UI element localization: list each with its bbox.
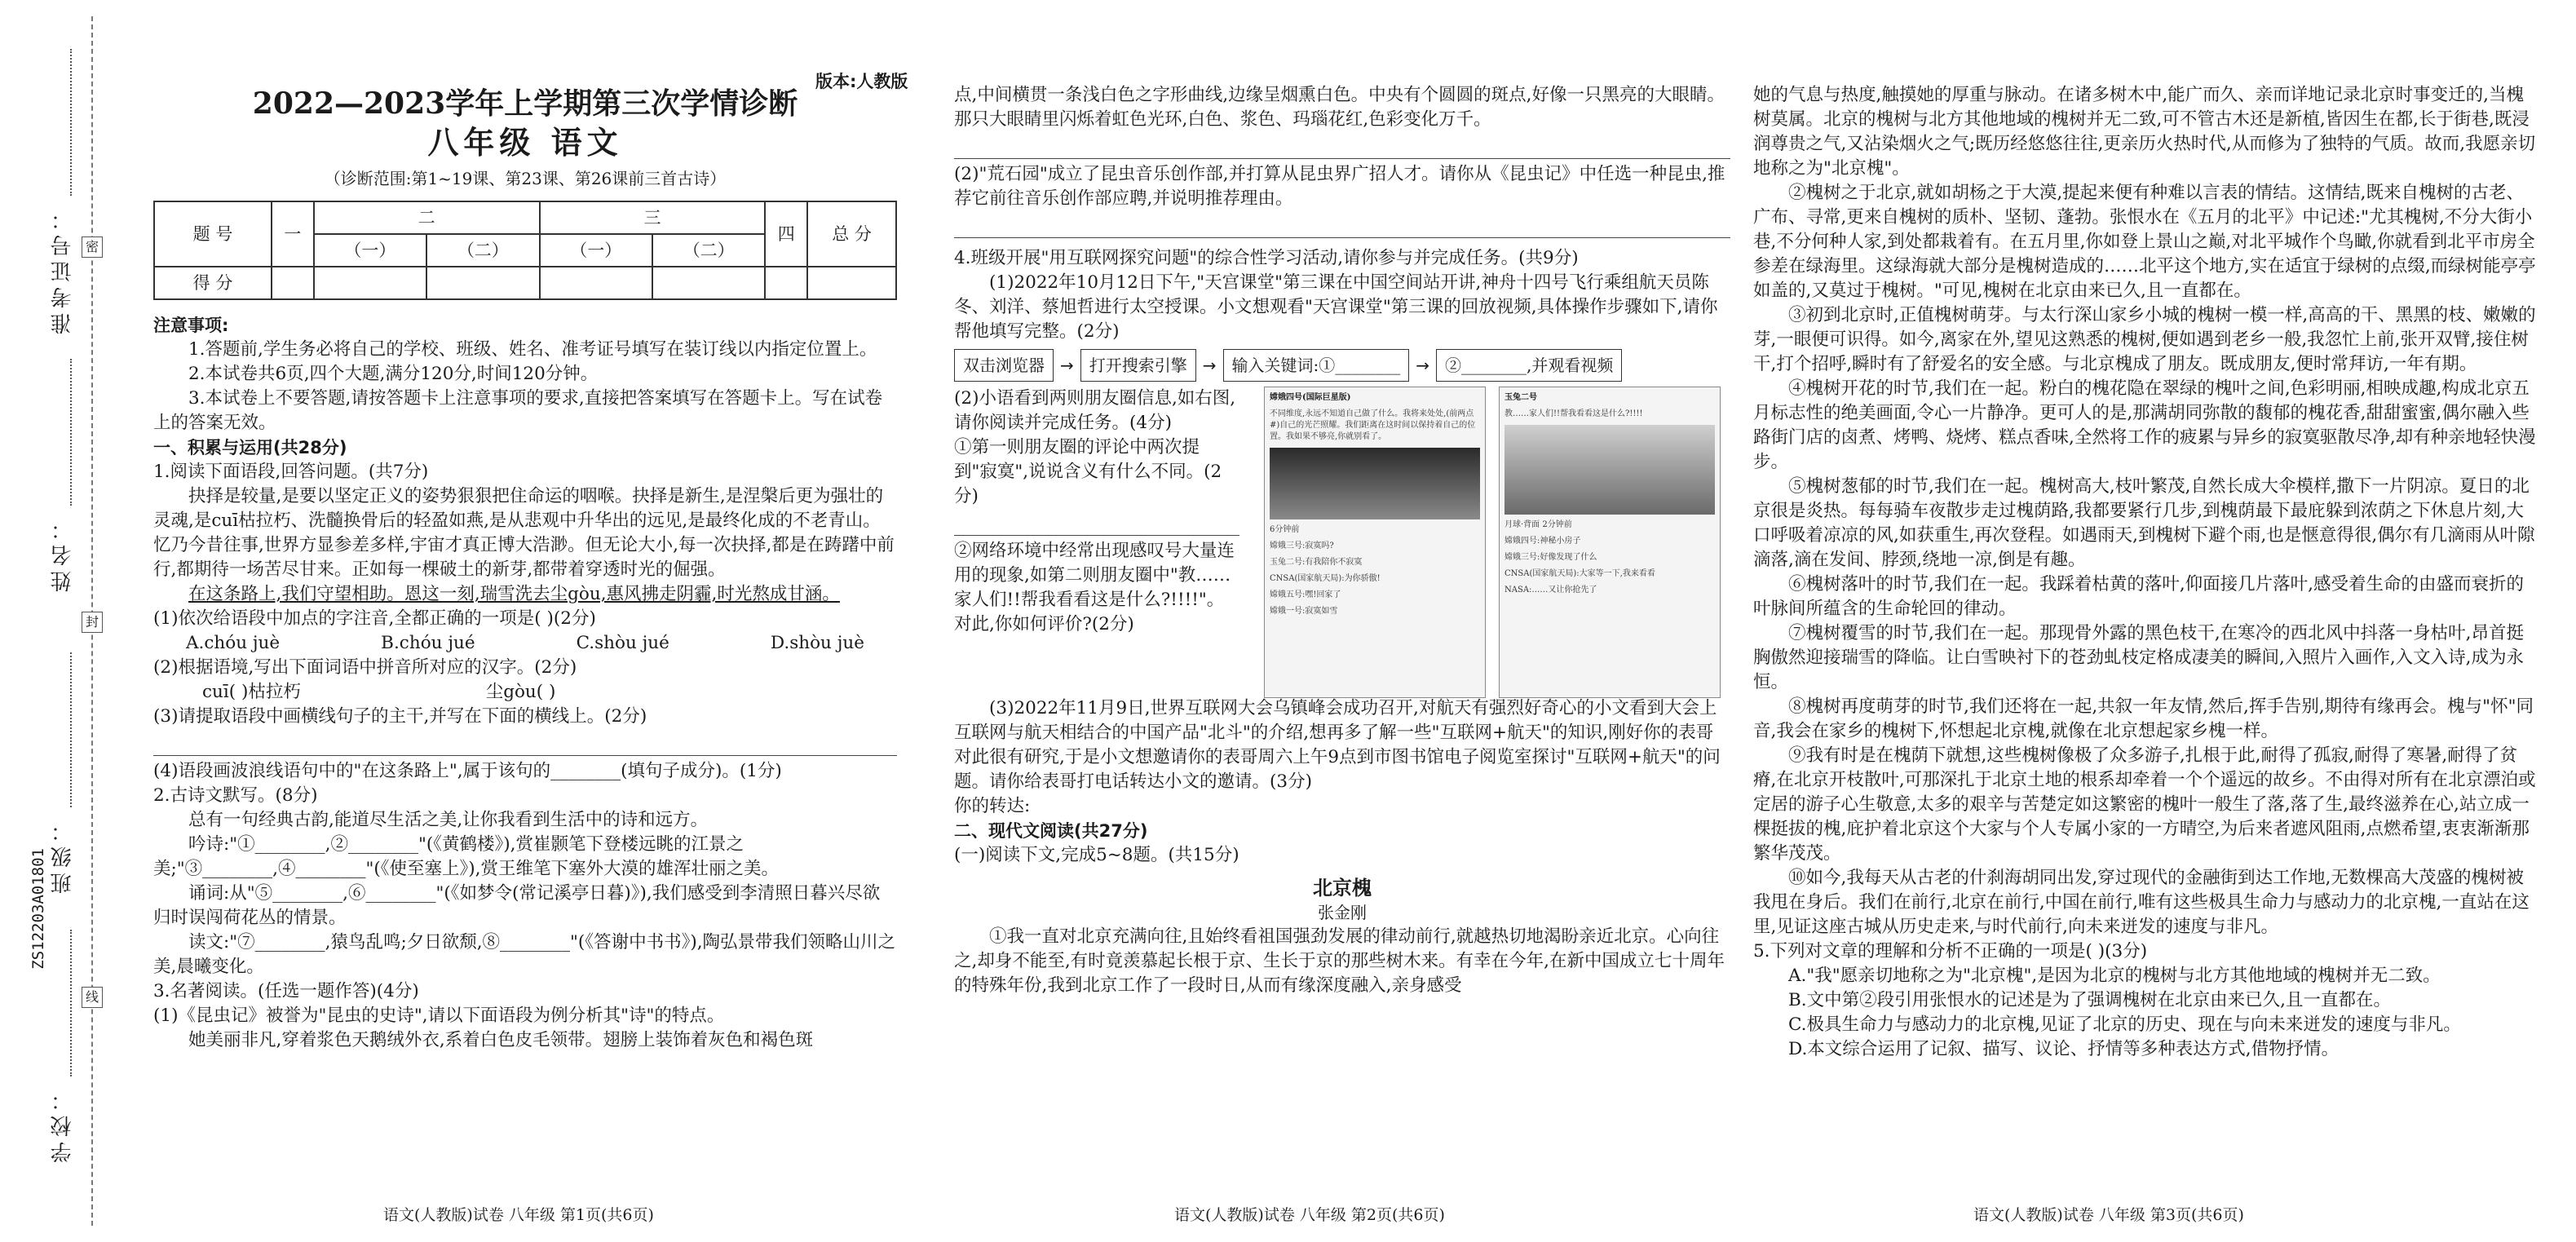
- notice-title: 注意事项:: [153, 316, 229, 335]
- score-input-1[interactable]: [272, 267, 314, 299]
- cell-score-label: 得 分: [154, 267, 272, 299]
- q1-4: (4)语段画波浪线语句中的"在这条路上",属于该句的________(填句子成分)。(1分): [153, 761, 782, 781]
- q3-1-answer-line[interactable]: [954, 135, 1730, 159]
- q4-3: (3)2022年11月9日,世界互联网大会乌镇峰会成功召开,对航天有强烈好奇心的小文看到大会上互联网与航天相结合的中国产品"北斗"的介绍,想再多了解一些"互联网+航天"的知识,刚好你的表哥对此很有研究,于是小文想邀请你的表哥周六上午9点到市图书馆电子阅览室探讨"互联网+航天"的问题。请你给表哥打电话转达小文的邀请。(3分): [954, 698, 1721, 792]
- cell-sub-3-2: （二）: [652, 234, 765, 267]
- cell-question-no: 题 号: [154, 201, 272, 267]
- q1-1-option-a[interactable]: A.chóu juè: [186, 633, 281, 653]
- cell-part-1: 一: [272, 201, 314, 267]
- lunar-lander-image: [1270, 448, 1480, 519]
- article-para-10: ⑩如今,我每天从古老的什刹海胡同出发,穿过现代的金融街到达工作地,无数棵高大茂盛的槐树被我甩在身后。我们在前行,北京在前行,中国在前行,唯有这些极具生命力与感动力的北京槐,一直站在这里,见证这座古城从历史走来,与时代前行,向未来迸发的速度与非凡。: [1753, 868, 2530, 937]
- page-3-footer: 语文(人教版)试卷 八年级 第3页(共6页): [1973, 1206, 2244, 1224]
- q5-option-d[interactable]: D.本文综合运用了记叙、描写、议论、抒情等多种表达方式,借物抒情。: [1788, 1039, 2340, 1059]
- q1-3: (3)请提取语段中画横线句子的主干,并写在下面的横线上。(2分): [153, 706, 647, 727]
- arrow-right-icon: →: [1416, 356, 1430, 375]
- q1-1-option-d[interactable]: D.shòu juè: [770, 633, 864, 653]
- post-2-comment: 嫦娥四号:神秘小房子: [1505, 537, 1581, 546]
- section-2-part-1: (一)阅读下文,完成5~8题。(共15分): [954, 845, 1239, 865]
- post-1-comment: CNSA(国家航天局):为你骄傲!: [1270, 574, 1381, 583]
- cell-sub-2-2: （二）: [426, 234, 539, 267]
- binding-margin: [0, 0, 106, 1242]
- q2-text-4: 读文:"⑦________,猿鸟乱鸣;夕日欲颓,⑧________"(《答谢中书书》),陶弘景带我们领略山川之美,晨曦变化。: [153, 932, 896, 977]
- flow-step-1: 双击浏览器: [954, 349, 1054, 382]
- class-label: 班级：: [51, 815, 75, 894]
- cell-part-3: 三: [540, 201, 766, 234]
- post-2-author: 玉兔二号: [1505, 393, 1537, 402]
- cell-part-4: 四: [765, 201, 807, 267]
- q1-1: (1)依次给语段中加点的字注音,全都正确的一项是( )(2分): [153, 608, 596, 629]
- post-2-comment: 嫦娥三号:好像发现了什么: [1505, 553, 1597, 562]
- q3-2: (2)"荒石园"成立了昆虫音乐创作部,并打算从昆虫界广招人才。请你从《昆虫记》中任选一种昆虫,推荐它前往音乐创作部应聘,并说明推荐理由。: [954, 164, 1725, 209]
- article-para-2: ②槐树之于北京,就如胡杨之于大漠,提起来便有种难以言表的情结。这情结,既来自槐树的古老、广布、寻常,更来自槐树的质朴、坚韧、蓬勃。张恨水在《五月的北平》中记述:"尤其槐树,不分大街小巷,不分何种人家,到处都栽着有。在五月里,你如登上景山之巅,对北平城作个鸟瞰,你就看到北平市房全参差在绿海里。这绿海就大部分是槐树造成的……北平这个地方,实在适宜于绿树的点缀,而绿树能亭亭如盖的,又莫过于槐树。"可见,槐树在北京由来已久,且一直都在。: [1753, 183, 2536, 301]
- q4-2: (2)小语看到两则朋友圈信息,如右图,请你阅读并完成任务。(4分): [954, 388, 1236, 433]
- post-2-comment: NASA:……又让你抢先了: [1505, 586, 1597, 594]
- question-2: 2.古诗文默写。(8分): [153, 785, 318, 806]
- search-flowchart: [954, 349, 1730, 382]
- q1-2-word-1: cuī( )枯拉朽: [202, 682, 301, 702]
- post-1-comment: 玉兔二号:有我陪你不寂寞: [1270, 558, 1363, 567]
- post-1-text: 不同维度,永远不知道自己做了什么。我将来处处,(前两点 #)自己的光芒照耀。我们距离在这时间以保持着自己的位置。我如果不够亮,你就别看了。: [1270, 409, 1476, 441]
- article-para-1-cont: 她的气息与热度,触摸她的厚重与脉动。在诸多树木中,能广而久、亲而详地记录北京时事变迁的,当槐树莫属。北京的槐树与北方其他地域的槐树并无二致,可不管古木还是新植,皆因生在都,长于街巷,既浸润尊贵之气,又沾染烟火之气;既历经悠悠往往,更亲历火热时代,从而修为了独特的气质。故而,我愿亲切地称之为"北京槐"。: [1753, 85, 2536, 179]
- score-input-2-1[interactable]: [314, 267, 426, 299]
- q3-1-text: 她美丽非凡,穿着浆色天鹅绒外衣,系着白色皮毛领带。翅膀上装饰着灰色和褐色斑: [188, 1030, 814, 1050]
- post-2-text: 教……家人们!!帮我看看这是什么?!!!!: [1505, 409, 1643, 418]
- q1-passage-2: 在这条路上,我们守望相助。恩这一刻,瑞雪洗去尘gòu,惠风拂走阴霾,时光熬成甘涵。: [188, 584, 840, 604]
- page-3: [1753, 83, 2538, 1062]
- exam-subtitle: 八年级 语文: [427, 124, 623, 161]
- q3-2-answer-line[interactable]: [954, 214, 1730, 238]
- cell-sub-3-1: （一）: [540, 234, 652, 267]
- q4-1: (1)2022年10月12日下午,"天宫课堂"第三课在中国空间站开讲,神舟十四号飞行乘组航天员陈冬、刘洋、蔡旭哲进行太空授课。小文想观看"天宫课堂"第三课的回放视频,具体操作步骤如下,请你帮他填写完整。(2分): [954, 272, 1718, 342]
- arrow-right-icon: →: [1060, 356, 1074, 375]
- exam-title: 2022—2023学年上学期第三次学情诊断: [252, 86, 798, 121]
- q4-2b: ②网络环境中经常出现感叹号大量连用的现象,如第二则朋友圈中"教……家人们!!帮我看看这是什么?!!!!"。对此,你如何评价?(2分): [954, 541, 1235, 634]
- arrow-right-icon: →: [1202, 356, 1217, 375]
- moments-screenshots: [1264, 387, 1721, 696]
- article-para-9: ⑨我有时是在槐荫下就想,这些槐树像极了众多游子,扎根于此,耐得了孤寂,耐得了寒暑,耐得了贫瘠,在北京开枝散叶,可那深扎于北京土地的根系却牵着一个个遥远的故乡。不由得对所有在北京漂泊或定居的游子心生敬意,太多的艰辛与苦楚定如这繁密的槐叶一般生了落,落了生,最终滋养在心,站立成一棵挺拔的槐,庇护着北京这个大家与个人专属小家的一方晴空,为后来者遮风阻雨,点燃希望,衷衷渐渐那繁华茂茂。: [1753, 745, 2536, 864]
- seal-char-mi: 密: [82, 236, 103, 258]
- q5-option-b[interactable]: B.文中第②段引用张恨水的记述是为了强调槐树在北京由来已久,且一直都在。: [1788, 990, 2391, 1010]
- serial-number: ZS12203A01801: [29, 848, 47, 970]
- score-input-2-2[interactable]: [426, 267, 539, 299]
- q2-text-2: 吟诗:"①________,②________"(《黄鹤楼》),赏崔颢笔下登楼远眺的江景之美;"③________,④________"(《使至塞上》),赏王维笔下塞外大漠的雄浑壮丽之美。: [153, 834, 779, 879]
- school-label: 学校：: [51, 1085, 75, 1163]
- q1-2: (2)根据语境,写出下面词语中拼音所对应的汉字。(2分): [153, 657, 577, 678]
- post-1-comment: 嫦娥五号:嘿!回家了: [1270, 590, 1341, 599]
- post-2-comment: CNSA(国家航天局):大家等一下,我来看看: [1505, 569, 1655, 578]
- edition-label: 版本:人教版: [815, 72, 908, 91]
- flow-step-2: 打开搜索引擎: [1080, 349, 1196, 382]
- score-input-3-2[interactable]: [652, 267, 765, 299]
- q1-passage-1: 抉择是较量,是要以坚定正义的姿势狠狠把住命运的咽喉。抉择是新生,是涅槃后更为强壮的灵魂,是cuī枯拉朽、洗髓换骨后的轻盈如燕,是从悲观中升华出的远见,是最终化成的不老青山。忆乃今昔往事,世界方显参差多样,宇宙才真正博大浩渺。但无论大小,每一次抉择,都是在踌躇中前行,都期待一场苦尽甘来。正如每一棵破土的新芽,都带着穿透时光的倔强。: [153, 486, 895, 580]
- score-input-3-1[interactable]: [540, 267, 652, 299]
- cell-part-2: 二: [314, 201, 540, 234]
- q5-option-c[interactable]: C.极具生命力与感动力的北京槐,见证了北京的历史、现在与向未来迸发的速度与非凡。: [1788, 1014, 2461, 1035]
- name-label: 姓名：: [51, 514, 75, 592]
- article-para-7: ⑦槐树覆雪的时节,我们在一起。那现骨外露的黑色枝干,在寒冷的西北风中抖落一身枯叶,昂首挺胸傲然迎接瑞雪的降临。让白雪映衬下的苍劲虬枝定格成凄美的瞬间,入照片入画作,入文入诗,成为永恒。: [1753, 623, 2525, 692]
- exam-scope: （诊断范围:第1~19课、第23课、第26课前三首古诗）: [324, 169, 727, 188]
- q5-option-a[interactable]: A."我"愿亲切地称之为"北京槐",是因为北京的槐树与北方其他地域的槐树并无二致。: [1788, 966, 2441, 986]
- q1-2-word-2: 尘gòu( ): [485, 682, 556, 702]
- q3-1-text-cont: 点,中间横贯一条浅白色之字形曲线,边缘呈烟熏白色。中央有个圆圆的斑点,好像一只黑亮的大眼睛。那只大眼睛里闪烁着虹色光环,白色、浆色、玛瑙花红,色彩变化万千。: [954, 85, 1725, 130]
- school-line: [70, 930, 72, 1076]
- notice-item-3: 3.本试卷上不要答题,请按答题卡上注意事项的要求,直接把答案填写在答题卡上。写在试卷上的答案无效。: [153, 388, 883, 433]
- name-line: [70, 359, 72, 506]
- score-table: [153, 201, 897, 300]
- q4-2a: ①第一则朋友圈的评论中两次提到"寂寞",说说含义有什么不同。(2分): [954, 437, 1222, 506]
- page-2: [954, 83, 1730, 998]
- class-line: [70, 652, 72, 807]
- q3-1: (1)《昆虫记》被誉为"昆虫的史诗",请以下面语段为例分析其"诗"的特点。: [153, 1006, 725, 1026]
- page-2-footer: 语文(人教版)试卷 八年级 第2页(共6页): [1174, 1206, 1445, 1224]
- moments-post-2: [1499, 387, 1721, 698]
- q1-2-words: [153, 680, 897, 705]
- question-1: 1.阅读下面语段,回答问题。(共7分): [153, 462, 429, 482]
- article-title: 北京槐: [1313, 877, 1372, 899]
- exam-no-line: [70, 49, 72, 196]
- q1-3-answer-line[interactable]: [153, 732, 897, 756]
- section-2-title: 二、现代文阅读(共27分): [954, 821, 1148, 841]
- article-para-5: ⑤槐树葱郁的时节,我们在一起。槐树高大,枝叶繁茂,自然长成大伞模样,撒下一片阴凉。夏日的北京很是炎热。每每骑车夜散步走过槐荫路,我都要紧行几步,到槐荫最下最庇躲到浓荫之下休息片刻,大口呼吸着凉凉的风,如获重生,再次登程。如遇雨天,到槐树下避个雨,也是惬意得很,偶尔有几滴雨从叶隙滴落,滴在发间、脖颈,绕地一凉,倒是有趣。: [1753, 476, 2535, 570]
- q4-2-text-block: [954, 387, 1239, 637]
- post-1-comment: 嫦娥一号:寂寞如雪: [1270, 607, 1338, 616]
- cell-sub-2-1: （一）: [314, 234, 426, 267]
- q4-3-answer-label: 你的转达:: [954, 796, 1031, 816]
- flow-step-3[interactable]: 输入关键词:①________: [1223, 349, 1410, 382]
- notice-item-1: 1.答题前,学生务必将自己的学校、班级、姓名、准考证号填写在装订线以内指定位置上。: [188, 339, 877, 360]
- article-para-3: ③初到北京时,正值槐树萌芽。与太行深山家乡小城的槐树一模一样,高高的干、黑黑的枝、嫩嫩的芽,一眼便可识得。如今,离家在外,望见这熟悉的槐树,便如遇到老乡一般,我忽忙上前,张开双臂,接住树干,打个招呼,瞬时有了舒爱名的安全感。与北京槐成了朋友。既成朋友,便时常拜访,一年有期。: [1753, 305, 2536, 374]
- q2-text-1: 总有一句经典古韵,能道尽生活之美,让你我看到生活中的诗和远方。: [188, 810, 709, 830]
- page-1: [153, 57, 897, 1053]
- post-2-time: 月球·背面 2分钟前: [1505, 520, 1572, 529]
- notice-item-2: 2.本试卷共6页,四个大题,满分120分,时间120分钟。: [188, 364, 599, 384]
- q1-1-option-b[interactable]: B.chóu jué: [381, 633, 475, 653]
- post-1-comment: 嫦娥三号:寂寞吗?: [1270, 541, 1334, 550]
- article-para-8: ⑧槐树再度萌芽的时节,我们还将在一起,共叙一年友情,然后,挥手告别,期待有缘再会。槐与"怀"同音,我会在家乡的槐树下,怀想起北京槐,就像在北京想起家乡槐一样。: [1753, 696, 2534, 741]
- page-1-footer: 语文(人教版)试卷 八年级 第1页(共6页): [383, 1206, 654, 1224]
- question-5: 5.下列对文章的理解和分析不正确的一项是( )(3分): [1753, 941, 2148, 961]
- seal-char-feng: 封: [82, 612, 103, 633]
- post-1-time: 6分钟前: [1270, 525, 1300, 534]
- cell-total: 总 分: [807, 201, 896, 267]
- q1-1-option-c[interactable]: C.shòu jué: [576, 633, 669, 653]
- score-input-4[interactable]: [765, 267, 807, 299]
- question-3: 3.名著阅读。(任选一题作答)(4分): [153, 981, 419, 1001]
- exam-no-label: 准考证号：: [51, 204, 75, 334]
- lunar-surface-image: [1505, 425, 1715, 515]
- article-author: 张金刚: [1318, 903, 1367, 922]
- post-1-author: 嫦娥四号(国际巨星版): [1270, 393, 1351, 402]
- flow-step-4[interactable]: ②________,并观看视频: [1436, 349, 1622, 382]
- q2-text-3: 诵词:从"⑤________,⑥________"(《如梦令(常记溪亭日暮)》),我们感受到李清照日暮兴尽欲归时误闯荷花丛的情景。: [153, 883, 881, 928]
- question-4: 4.班级开展"用互联网探究问题"的综合性学习活动,请你参与并完成任务。(共9分): [954, 248, 1579, 268]
- q4-2-block: [954, 387, 1730, 696]
- moments-post-1: [1264, 387, 1486, 698]
- article-para-6: ⑥槐树落叶的时节,我们在一起。我踩着枯黄的落叶,仰面接几片落叶,感受着生命的由盛而衰折的叶脉间所蕴含的生命轮回的律动。: [1753, 574, 2525, 619]
- score-input-total[interactable]: [807, 267, 896, 299]
- seal-char-xian: 线: [82, 987, 103, 1008]
- q1-1-options: [153, 631, 897, 656]
- section-1-title: 一、积累与运用(共28分): [153, 438, 347, 457]
- article-para-4: ④槐树开花的时节,我们在一起。粉白的槐花隐在翠绿的槐叶之间,色彩明丽,相映成趣,构成北京五月标志性的绝美画面,令心一片静净。更可人的是,那满胡同弥散的馥郁的槐花香,甜甜蜜蜜,偶尔融入些路街门店的卤煮、烤鸭、烧烤、糕点香味,全然将工作的疲累与异乡的寂寞驱散尽净,却有种亲地轻快漫步。: [1753, 378, 2536, 472]
- q4-2a-answer-line[interactable]: [954, 512, 1239, 536]
- article-para-1: ①我一直对北京充满向往,且始终看祖国强劲发展的律动前行,就越热切地渴盼亲近北京。心向往之,却身不能至,有时竟羡慕起长根于京、生长于京的那些树木来。有幸在今年,在新中国成立七十周年的特殊年份,我到北京工作了一段时日,从而有缘深度融入,亲身感受: [954, 926, 1725, 996]
